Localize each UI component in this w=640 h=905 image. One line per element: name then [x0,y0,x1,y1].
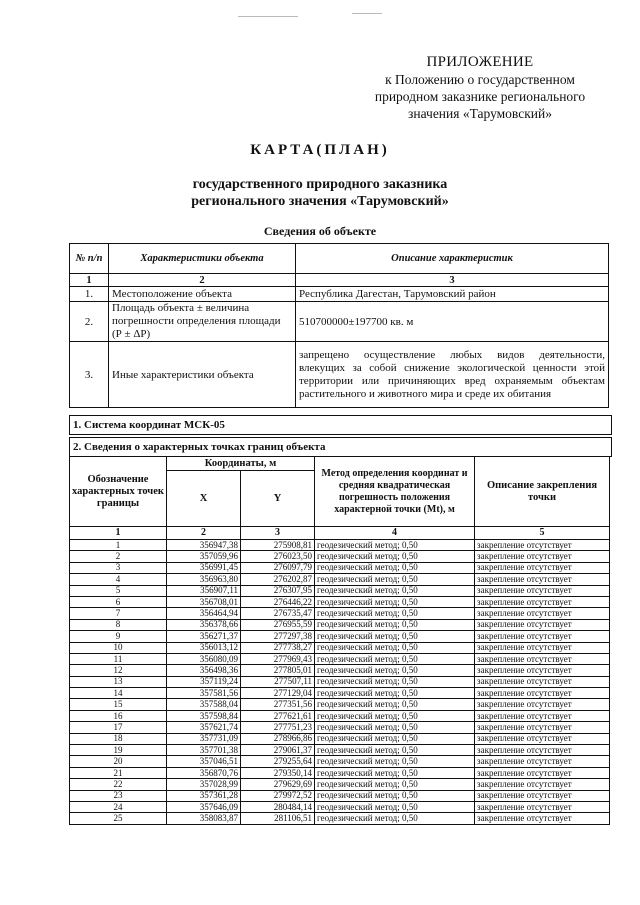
x-coordinate-cell: 356708,01 [167,596,241,607]
y-coordinate-cell: 276735,47 [241,608,315,619]
y-coordinate-cell: 277751,23 [241,722,315,733]
x-coordinate-cell: 356013,12 [167,642,241,653]
fixing-description-cell: закрепление отсутствует [475,813,610,824]
x-coordinate-cell: 357621,74 [167,722,241,733]
fixing-description-cell: закрепление отсутствует [475,710,610,721]
table-row [70,801,610,812]
y-coordinate-cell: 281106,51 [241,813,315,824]
method-cell: геодезический метод; 0,50 [315,619,475,630]
row-description: Республика Дагестан, Тарумовский район [296,287,609,302]
x-coordinate-cell: 356963,80 [167,574,241,585]
index-cell: 1 [70,527,167,540]
method-cell: геодезический метод; 0,50 [315,790,475,801]
x-coordinate-cell: 357581,56 [167,688,241,699]
column-header-x: X [167,471,241,527]
point-number-cell: 15 [70,699,167,710]
index-cell: 4 [315,527,475,540]
table-row [70,342,609,408]
point-number-cell: 9 [70,631,167,642]
column-header: Описание закрепления точки [475,457,610,527]
row-characteristic: Площадь объекта ± величина погрешности определения площади (Р ± ΔР) [109,302,296,342]
appendix-line: природном заказнике регионального [374,89,586,104]
table-row [70,596,610,607]
x-coordinate-cell: 356907,11 [167,585,241,596]
point-number-cell: 22 [70,779,167,790]
y-coordinate-cell: 277507,11 [241,676,315,687]
x-coordinate-cell: 356991,45 [167,562,241,573]
point-number-cell: 2 [70,551,167,562]
table-row [70,733,610,744]
table-row [70,722,610,733]
fixing-description-cell: закрепление отсутствует [475,756,610,767]
y-coordinate-cell: 276023,50 [241,551,315,562]
table-row [70,745,610,756]
fixing-description-cell: закрепление отсутствует [475,619,610,630]
column-header: Характеристики объекта [109,244,296,274]
table-row [70,631,610,642]
fixing-description-cell: закрепление отсутствует [475,574,610,585]
fixing-description-cell: закрепление отсутствует [475,642,610,653]
y-coordinate-cell: 275908,81 [241,540,315,551]
x-coordinate-cell: 357588,04 [167,699,241,710]
index-cell: 1 [70,274,109,287]
map-title: КАРТА(ПЛАН) [250,142,390,158]
x-coordinate-cell: 358083,87 [167,813,241,824]
method-cell: геодезический метод; 0,50 [315,745,475,756]
point-number-cell: 14 [70,688,167,699]
y-coordinate-cell: 279350,14 [241,767,315,778]
index-cell: 3 [241,527,315,540]
fixing-description-cell: закрепление отсутствует [475,722,610,733]
x-coordinate-cell: 357598,84 [167,710,241,721]
x-coordinate-cell: 357046,51 [167,756,241,767]
table-row [70,642,610,653]
method-cell: геодезический метод; 0,50 [315,801,475,812]
point-number-cell: 8 [70,619,167,630]
method-cell: геодезический метод; 0,50 [315,574,475,585]
y-coordinate-cell: 276955,59 [241,619,315,630]
y-coordinate-cell: 277351,56 [241,699,315,710]
method-cell: геодезический метод; 0,50 [315,585,475,596]
fixing-description-cell: закрепление отсутствует [475,733,610,744]
y-coordinate-cell: 280484,14 [241,801,315,812]
section-boundary-points: 2. Сведения о характерных точках границ объекта [69,437,612,457]
column-header-y: Y [241,471,315,527]
fixing-description-cell: закрепление отсутствует [475,767,610,778]
method-cell: геодезический метод; 0,50 [315,665,475,676]
point-number-cell: 20 [70,756,167,767]
y-coordinate-cell: 279255,64 [241,756,315,767]
method-cell: геодезический метод; 0,50 [315,551,475,562]
appendix-heading: ПРИЛОЖЕНИЕ [426,54,534,70]
appendix-line: значения «Тарумовский» [408,106,552,121]
method-cell: геодезический метод; 0,50 [315,722,475,733]
y-coordinate-cell: 276202,87 [241,574,315,585]
method-cell: геодезический метод; 0,50 [315,642,475,653]
y-coordinate-cell: 276307,95 [241,585,315,596]
row-number: 3. [70,342,109,408]
fixing-description-cell: закрепление отсутствует [475,790,610,801]
x-coordinate-cell: 357059,96 [167,551,241,562]
method-cell: геодезический метод; 0,50 [315,710,475,721]
x-coordinate-cell: 356378,66 [167,619,241,630]
table-row [70,779,610,790]
table-row [70,287,609,302]
column-header: Метод определения координат и средняя квадратическая погрешность положения характерной точки (Mt), м [315,457,475,527]
table-row [70,540,610,551]
point-number-cell: 23 [70,790,167,801]
method-cell: геодезический метод; 0,50 [315,699,475,710]
column-header: Описание характеристик [296,244,609,274]
x-coordinate-cell: 356464,94 [167,608,241,619]
column-header: № п/п [70,244,109,274]
table-row [70,608,610,619]
fixing-description-cell: закрепление отсутствует [475,745,610,756]
table-row [70,688,610,699]
table-row [70,619,610,630]
row-characteristic: Иные характеристики объекта [109,342,296,408]
x-coordinate-cell: 356870,76 [167,767,241,778]
fixing-description-cell: закрепление отсутствует [475,608,610,619]
x-coordinate-cell: 357119,24 [167,676,241,687]
section-coordinate-system: 1. Система координат МСК-05 [69,415,612,435]
fixing-description-cell: закрепление отсутствует [475,585,610,596]
table-row [70,574,610,585]
method-cell: геодезический метод; 0,50 [315,608,475,619]
point-number-cell: 24 [70,801,167,812]
table-row [70,813,610,824]
point-number-cell: 6 [70,596,167,607]
index-cell: 2 [167,527,241,540]
fixing-description-cell: закрепление отсутствует [475,631,610,642]
row-number: 1. [70,287,109,302]
fixing-description-cell: закрепление отсутствует [475,562,610,573]
index-cell: 2 [109,274,296,287]
method-cell: геодезический метод; 0,50 [315,596,475,607]
table-row [70,790,610,801]
method-cell: геодезический метод; 0,50 [315,767,475,778]
point-number-cell: 11 [70,653,167,664]
row-description: запрещено осуществление любых видов деятельности, влекущих за собой снижение экологической ценности этой территории или причиняющих вред охраняемым объектам растительного и животного мира и среде их обитания [296,342,609,408]
point-number-cell: 1 [70,540,167,551]
table-row [70,653,610,664]
x-coordinate-cell: 356271,37 [167,631,241,642]
method-cell: геодезический метод; 0,50 [315,540,475,551]
index-cell: 3 [296,274,609,287]
point-number-cell: 17 [70,722,167,733]
info-title: Сведения об объекте [263,224,377,238]
column-header: Координаты, м [167,457,315,471]
x-coordinate-cell: 356498,36 [167,665,241,676]
x-coordinate-cell: 357028,99 [167,779,241,790]
table-row [70,676,610,687]
subtitle-line: регионального значения «Тарумовский» [191,194,449,209]
point-number-cell: 7 [70,608,167,619]
fixing-description-cell: закрепление отсутствует [475,688,610,699]
point-number-cell: 4 [70,574,167,585]
x-coordinate-cell: 356080,09 [167,653,241,664]
fixing-description-cell: закрепление отсутствует [475,676,610,687]
row-number: 2. [70,302,109,342]
method-cell: геодезический метод; 0,50 [315,756,475,767]
method-cell: геодезический метод; 0,50 [315,631,475,642]
y-coordinate-cell: 279629,69 [241,779,315,790]
y-coordinate-cell: 278966,86 [241,733,315,744]
fixing-description-cell: закрепление отсутствует [475,779,610,790]
y-coordinate-cell: 277297,38 [241,631,315,642]
appendix-line: к Положению о государственном [385,72,575,87]
point-number-cell: 12 [70,665,167,676]
table-row [70,756,610,767]
y-coordinate-cell: 276446,22 [241,596,315,607]
table-row [70,699,610,710]
point-number-cell: 3 [70,562,167,573]
object-info-table [69,243,609,408]
y-coordinate-cell: 277129,04 [241,688,315,699]
y-coordinate-cell: 279972,52 [241,790,315,801]
method-cell: геодезический метод; 0,50 [315,676,475,687]
table-row [70,710,610,721]
table-row [70,562,610,573]
scan-noise [238,16,298,17]
row-description: 510700000±197700 кв. м [296,302,609,342]
point-number-cell: 16 [70,710,167,721]
fixing-description-cell: закрепление отсутствует [475,596,610,607]
y-coordinate-cell: 276097,79 [241,562,315,573]
table-row [70,665,610,676]
point-number-cell: 18 [70,733,167,744]
method-cell: геодезический метод; 0,50 [315,733,475,744]
method-cell: геодезический метод; 0,50 [315,779,475,790]
y-coordinate-cell: 279061,37 [241,745,315,756]
subtitle-line: государственного природного заказника [192,177,448,192]
point-number-cell: 5 [70,585,167,596]
fixing-description-cell: закрепление отсутствует [475,551,610,562]
point-number-cell: 25 [70,813,167,824]
point-number-cell: 19 [70,745,167,756]
x-coordinate-cell: 357701,38 [167,745,241,756]
x-coordinate-cell: 356947,38 [167,540,241,551]
fixing-description-cell: закрепление отсутствует [475,540,610,551]
table-row [70,585,610,596]
method-cell: геодезический метод; 0,50 [315,562,475,573]
row-characteristic: Местоположение объекта [109,287,296,302]
method-cell: геодезический метод; 0,50 [315,813,475,824]
index-cell: 5 [475,527,610,540]
point-number-cell: 21 [70,767,167,778]
appendix-block [360,54,600,122]
y-coordinate-cell: 277969,43 [241,653,315,664]
point-number-cell: 10 [70,642,167,653]
column-header: Обозначение характерных точек границы [70,457,167,527]
y-coordinate-cell: 277621,61 [241,710,315,721]
fixing-description-cell: закрепление отсутствует [475,699,610,710]
table-row [70,302,609,342]
method-cell: геодезический метод; 0,50 [315,688,475,699]
fixing-description-cell: закрепление отсутствует [475,653,610,664]
method-cell: геодезический метод; 0,50 [315,653,475,664]
x-coordinate-cell: 357731,09 [167,733,241,744]
fixing-description-cell: закрепление отсутствует [475,665,610,676]
table-row [70,767,610,778]
boundary-points-table [69,456,610,825]
y-coordinate-cell: 277738,27 [241,642,315,653]
y-coordinate-cell: 277805,01 [241,665,315,676]
x-coordinate-cell: 357361,28 [167,790,241,801]
table-row [70,551,610,562]
fixing-description-cell: закрепление отсутствует [475,801,610,812]
point-number-cell: 13 [70,676,167,687]
scan-noise [352,13,382,14]
document-subtitle [0,176,640,210]
x-coordinate-cell: 357646,09 [167,801,241,812]
